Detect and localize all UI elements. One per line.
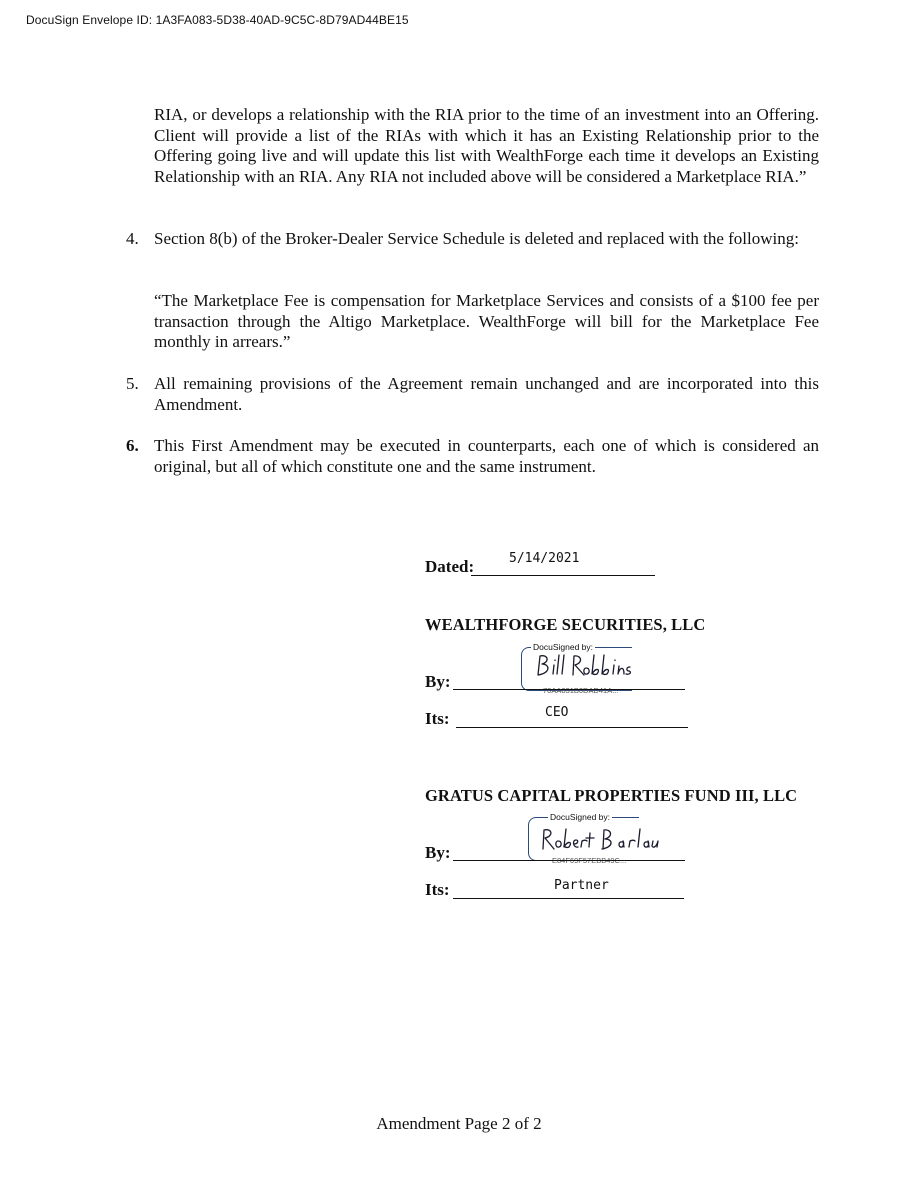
item-number: 4. <box>126 229 139 248</box>
envelope-id-header: DocuSign Envelope ID: 1A3FA083-5D38-40AD-9C5C-8D79AD44BE15 <box>26 13 409 27</box>
continuation-paragraph: RIA, or develops a relationship with the RIA prior to the time of an investment into an Offering. Client will provide a list of the RIAs with which it has an Existing Relationship prior to the Offering going live and will update this list with WealthForge each time it develops an Existing Relationship with an RIA. Any RIA not included above will be considered a Marketplace RIA.” <box>154 105 819 187</box>
item-text: This First Amendment may be executed in counterparts, each one of which is considered an original, but all of which constitute one and the same instrument. <box>154 436 819 476</box>
signatory-title: CEO <box>545 705 569 720</box>
dated-label: Dated: <box>425 557 475 576</box>
signature-id: E84F69F57EBB49C... <box>552 856 627 865</box>
docusigned-by-label: DocuSigned by: <box>550 812 611 822</box>
item-number: 6. <box>126 436 139 455</box>
dated-value: 5/14/2021 <box>509 551 580 566</box>
signature-robert-barlau <box>540 825 660 855</box>
title-line <box>453 898 684 899</box>
docusigned-by-label: DocuSigned by: <box>533 642 594 652</box>
dated-line <box>471 575 655 576</box>
page-footer: Amendment Page 2 of 2 <box>376 1114 542 1133</box>
quoted-replacement-text: “The Marketplace Fee is compensation for Marketplace Services and consists of a $100 fee per transaction through the Altigo Marketplace. WealthForge will bill for the Marketplace Fee monthly in arrears.” <box>154 291 819 352</box>
by-label: By: <box>425 672 451 691</box>
signature-id: 70AA831B0DAD41A... <box>543 686 619 695</box>
its-label: Its: <box>425 709 450 728</box>
title-line <box>456 727 688 728</box>
item-text: Section 8(b) of the Broker-Dealer Service Schedule is deleted and replaced with the following: <box>154 229 799 248</box>
signature-line <box>453 689 685 690</box>
signature-bill-robbins <box>534 651 634 681</box>
item-text: All remaining provisions of the Agreement remain unchanged and are incorporated into this Amendment. <box>154 374 819 414</box>
by-label: By: <box>425 843 451 862</box>
signatory-title: Partner <box>554 878 609 893</box>
company-name: WEALTHFORGE SECURITIES, LLC <box>425 615 706 634</box>
company-name: GRATUS CAPITAL PROPERTIES FUND III, LLC <box>425 786 798 805</box>
signature-line <box>453 860 685 861</box>
its-label: Its: <box>425 880 450 899</box>
item-number: 5. <box>126 374 139 393</box>
